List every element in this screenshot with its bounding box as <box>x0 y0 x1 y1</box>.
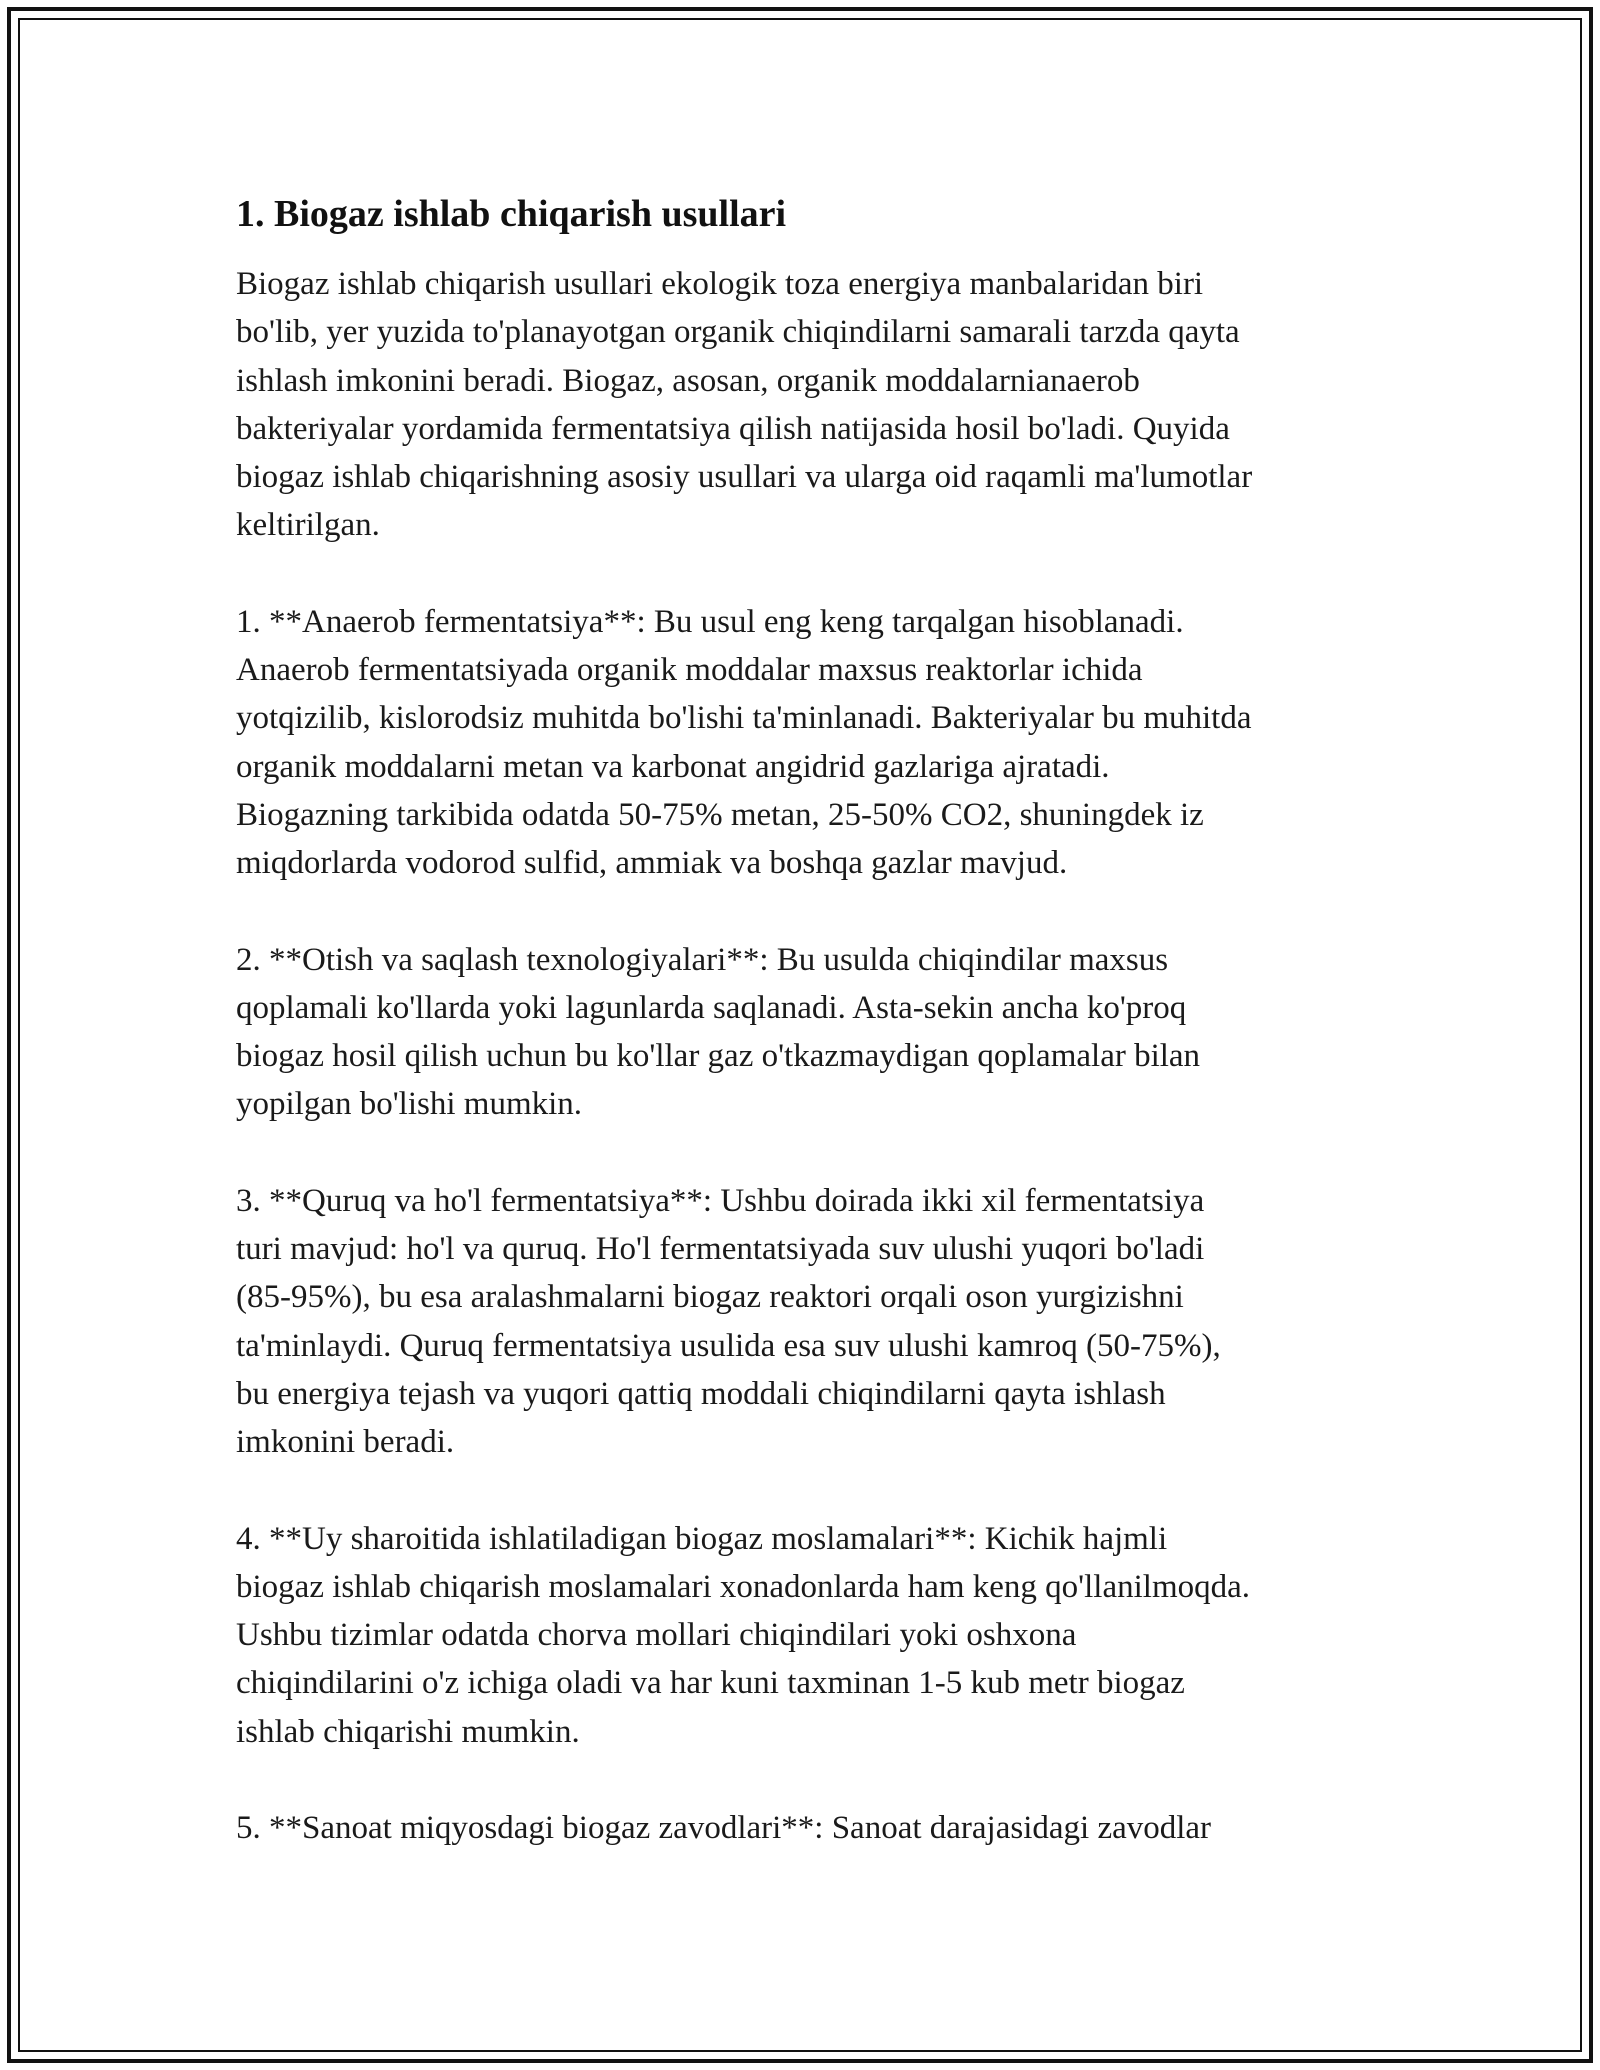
paragraph <box>236 1515 1376 1756</box>
paragraph-line: yotqizilib, kislorodsiz muhitda bo'lishi ta'minlanadi. Bakteriyalar bu muhitda <box>236 700 1252 737</box>
paragraph-line: ishlash imkonini beradi. Biogaz, asosan, organik moddalarnianaerob <box>236 362 1140 399</box>
paragraph-line: 5. **Sanoat miqyosdagi biogaz zavodlari**: Sanoat darajasidagi zavodlar <box>236 1810 1212 1847</box>
paragraph-line: chiqindilarini o'z ichiga oladi va har kuni taxminan 1-5 kub metr biogaz <box>236 1665 1185 1702</box>
paragraph-line: biogaz ishlab chiqarish moslamalari xonadonlarda ham keng qo'llanilmoqda. <box>236 1568 1251 1605</box>
paragraph-list <box>236 260 1376 1852</box>
paragraph-line: turi mavjud: ho'l va quruq. Ho'l fermentatsiyada suv ulushi yuqori bo'ladi <box>236 1231 1205 1268</box>
paragraph-line: ishlab chiqarishi mumkin. <box>236 1713 580 1750</box>
paragraph-line: biogaz hosil qilish uchun bu ko'llar gaz o'tkazmaydigan qoplamalar bilan <box>236 1038 1201 1075</box>
paragraph-line: Ushbu tizimlar odatda chorva mollari chiqindilari yoki oshxona <box>236 1617 1077 1654</box>
paragraph-line: Biogaz ishlab chiqarish usullari ekologik toza energiya manbalaridan biri <box>236 266 1204 302</box>
paragraph-line: imkonini beradi. <box>236 1424 455 1461</box>
paragraph-line: bo'lib, yer yuzida to'planayotgan organik chiqindilarni samarali tarzda qayta <box>236 314 1240 351</box>
paragraph-line: bu energiya tejash va yuqori qattiq moddali chiqindilarni qayta ishlash <box>236 1375 1166 1412</box>
paragraph <box>236 260 1376 550</box>
paragraph <box>236 1177 1376 1467</box>
paragraph-line: keltirilgan. <box>236 507 380 544</box>
paragraph <box>236 598 1376 888</box>
paragraph-line: yopilgan bo'lishi mumkin. <box>236 1086 583 1123</box>
paragraph-line: (85-95%), bu esa aralashmalarni biogaz reaktori orqali oson yurgizishni <box>236 1279 1184 1316</box>
paragraph <box>236 1804 1376 1852</box>
paragraph-line: 2. **Otish va saqlash texnologiyalari**: Bu usulda chiqindilar maxsus <box>236 941 1169 978</box>
document-body <box>236 188 1376 1852</box>
paragraph-line: bakteriyalar yordamida fermentatsiya qilish natijasida hosil bo'ladi. Quyida <box>236 410 1230 447</box>
paragraph-line: organik moddalarni metan va karbonat angidrid gazlariga ajratadi. <box>236 748 1110 785</box>
paragraph-line: Biogazning tarkibida odatda 50-75% metan, 25-50% CO2, shuningdek iz <box>236 796 1204 833</box>
paragraph-line: qoplamali ko'llarda yoki lagunlarda saqlanadi. Asta-sekin ancha ko'proq <box>236 989 1187 1026</box>
paragraph <box>236 936 1376 1129</box>
paragraph-line: 4. **Uy sharoitida ishlatiladigan biogaz moslamalari**: Kichik hajmli <box>236 1520 1168 1557</box>
paragraph-line: 3. **Quruq va ho'l fermentatsiya**: Ushbu doirada ikki xil fermentatsiya <box>236 1182 1205 1219</box>
document-title: 1. Biogaz ishlab chiqarish usullari <box>236 193 787 235</box>
paragraph-line: biogaz ishlab chiqarishning asosiy usullari va ularga oid raqamli ma'lumotlar <box>236 459 1253 496</box>
paragraph-line: 1. **Anaerob fermentatsiya**: Bu usul eng keng tarqalgan hisoblanadi. <box>236 603 1184 640</box>
paragraph-line: ta'minlaydi. Quruq fermentatsiya usulida esa suv ulushi kamroq (50-75%), <box>236 1327 1221 1364</box>
paragraph-line: Anaerob fermentatsiyada organik moddalar maxsus reaktorlar ichida <box>236 652 1143 689</box>
paragraph-line: miqdorlarda vodorod sulfid, ammiak va boshqa gazlar mavjud. <box>236 845 1068 882</box>
